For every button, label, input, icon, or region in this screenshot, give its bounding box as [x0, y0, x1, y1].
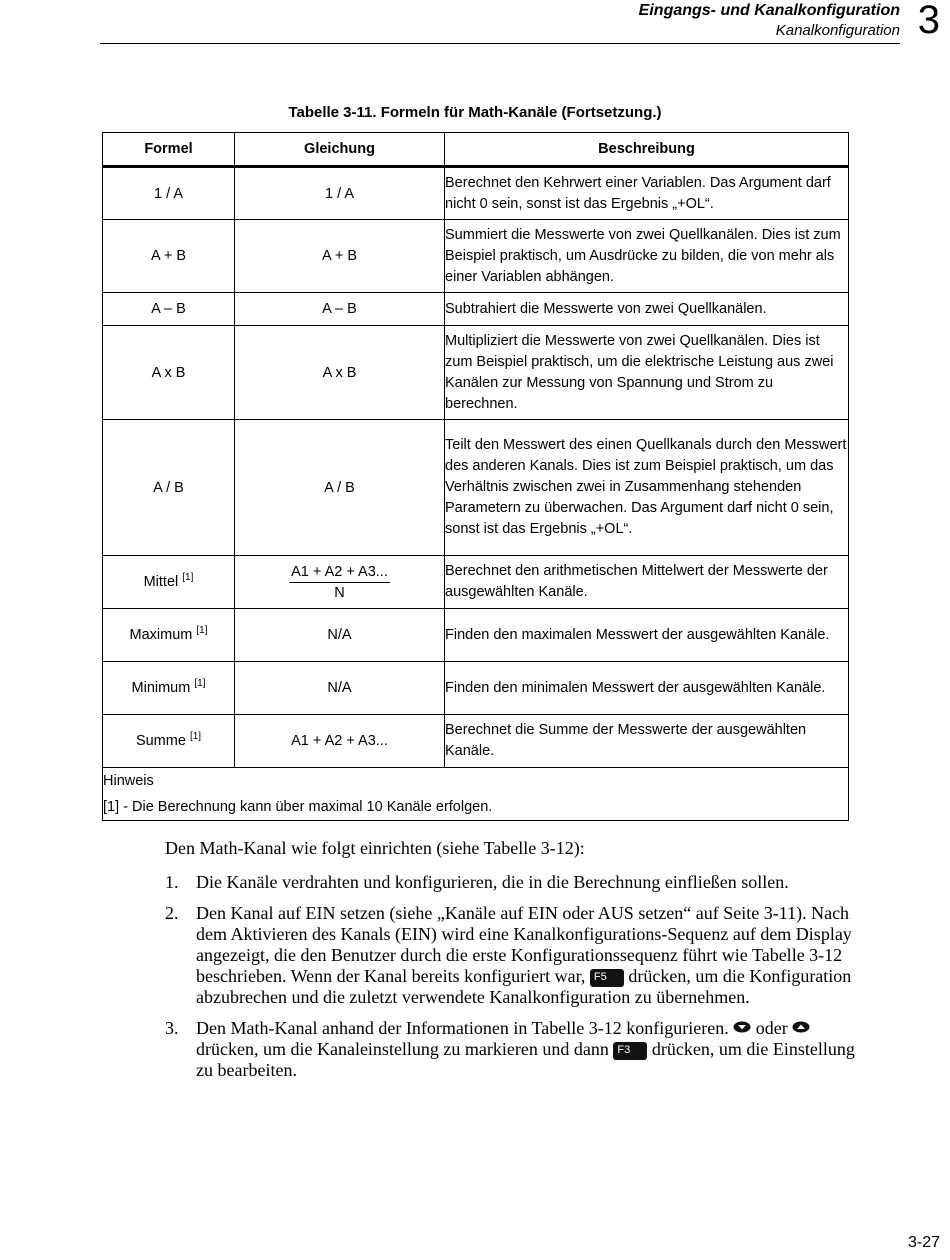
table-row: [103, 609, 849, 662]
list-item: [165, 1018, 855, 1081]
formel-cell: [103, 556, 235, 609]
steps-list: [165, 872, 855, 1091]
note-title: Hinweis: [103, 773, 154, 789]
table-row: [103, 715, 849, 768]
table-row: [103, 220, 849, 293]
formel-cell: A – B: [103, 293, 235, 326]
step-number: 1.: [165, 872, 179, 892]
section-title: Kanalkonfiguration: [775, 22, 900, 39]
beschreibung-cell: Finden den minimalen Messwert der ausgewählten Kanäle.: [445, 662, 849, 715]
formel-label: Mittel: [143, 574, 179, 590]
step-text: Den Math-Kanal anhand der Informationen in Tabelle 3-12 konfigurieren.: [196, 1018, 729, 1038]
chapter-number: 3: [917, 0, 940, 42]
formel-cell: [103, 662, 235, 715]
table-row: [103, 293, 849, 326]
gleichung-cell: N/A: [235, 662, 445, 715]
step-text: drücken, um die Einstellung zu bearbeiten.: [196, 1039, 855, 1080]
gleichung-cell: A1 + A2 + A3...: [235, 715, 445, 768]
formel-cell: A / B: [103, 420, 235, 556]
column-header-formel: Formel: [103, 133, 235, 167]
footnote-marker: [1]: [196, 625, 208, 637]
formel-cell: 1 / A: [103, 167, 235, 220]
column-header-gleichung: Gleichung: [235, 133, 445, 167]
fraction-denominator: N: [334, 584, 345, 601]
arrow-down-key-icon: [733, 1021, 751, 1033]
list-item: [165, 903, 855, 1008]
gleichung-cell: A + B: [235, 220, 445, 293]
step-text: Den Kanal auf EIN setzen (siehe „Kanäle auf EIN oder AUS setzen“ auf Seite 3-11). Nach dem Aktivieren des Kanals (EIN) wird eine Kanalkonfigurations-Sequenz auf dem Display angezeigt, die den Benutzer durch die erste Konfigurationssequenz führt wie Tabelle 3-12 beschrieben. Wenn der Kanal bereits konfiguriert war,: [196, 903, 852, 986]
table-row: [103, 556, 849, 609]
note-text: [1] - Die Berechnung kann über maximal 10 Kanäle erfolgen.: [103, 799, 493, 815]
beschreibung-cell: Berechnet den arithmetischen Mittelwert der Messwerte der ausgewählten Kanäle.: [445, 556, 849, 609]
formel-label: Minimum: [131, 680, 191, 696]
beschreibung-cell: Finden den maximalen Messwert der ausgewählten Kanäle.: [445, 609, 849, 662]
gleichung-cell: N/A: [235, 609, 445, 662]
step-number: 2.: [165, 903, 179, 923]
footnote-marker: [1]: [182, 572, 194, 584]
table-row: [103, 420, 849, 556]
beschreibung-cell: Subtrahiert die Messwerte von zwei Quellkanälen.: [445, 293, 849, 326]
gleichung-cell: A x B: [235, 326, 445, 420]
page-number: 3-27: [907, 1234, 940, 1251]
chapter-title: Eingangs- und Kanalkonfiguration: [638, 2, 900, 19]
fraction-numerator: A1 + A2 + A3...: [289, 562, 390, 583]
table-row: [103, 662, 849, 715]
formula-table: [102, 132, 849, 821]
f5-key-icon: F5: [590, 969, 624, 987]
step-text: drücken, um die Kanaleinstellung zu markieren und dann: [196, 1039, 609, 1059]
footnote-marker: [1]: [194, 678, 206, 690]
beschreibung-cell: Summiert die Messwerte von zwei Quellkanälen. Dies ist zum Beispiel praktisch, um Ausdrücke zu bilden, die von mehr als einer Variablen abhängen.: [445, 220, 849, 293]
gleichung-cell: A – B: [235, 293, 445, 326]
footnote-marker: [1]: [189, 731, 202, 743]
formel-label: Maximum: [129, 627, 193, 643]
column-header-beschreibung: Beschreibung: [445, 133, 849, 167]
formel-cell: A + B: [103, 220, 235, 293]
step-text: oder: [755, 1018, 788, 1038]
beschreibung-cell: Berechnet den Kehrwert einer Variablen. Das Argument darf nicht 0 sein, sonst ist das Ergebnis „+OL“.: [445, 167, 849, 220]
step-text: Die Kanäle verdrahten und konfigurieren, die in die Berechnung einfließen sollen.: [196, 872, 789, 892]
header-rule: [100, 43, 900, 44]
table-caption: Tabelle 3-11. Formeln für Math-Kanäle (Fortsetzung.): [288, 104, 662, 121]
fraction: [289, 562, 390, 603]
table-note: [103, 768, 849, 821]
formel-label: Summe: [135, 733, 186, 749]
beschreibung-cell: Multipliziert die Messwerte von zwei Quellkanälen. Dies ist zum Beispiel praktisch, um die elektrische Leistung aus zwei Kanälen zur Messung von Spannung und Strom zu berechnen.: [445, 326, 849, 420]
list-item: [165, 872, 855, 893]
gleichung-cell: 1 / A: [235, 167, 445, 220]
table-row: [103, 167, 849, 220]
table-note-row: [103, 768, 849, 821]
table-header-row: [103, 133, 849, 167]
beschreibung-cell: Berechnet die Summe der Messwerte der ausgewählten Kanäle.: [445, 715, 849, 768]
formel-cell: [103, 609, 235, 662]
arrow-up-key-icon: [792, 1021, 810, 1033]
f3-key-icon: F3: [613, 1042, 647, 1060]
gleichung-cell: [235, 556, 445, 609]
table-row: [103, 326, 849, 420]
step-text: drücken, um die Konfiguration abzubrechen und die zuletzt verwendete Kanalkonfiguration zu übernehmen.: [196, 966, 852, 1007]
gleichung-cell: A / B: [235, 420, 445, 556]
beschreibung-cell: Teilt den Messwert des einen Quellkanals durch den Messwert des anderen Kanals. Dies ist zum Beispiel praktisch, um das Verhältnis zwischen zwei in Zusammenhang stehenden Parametern zu überwachen. Das Argument darf nicht 0 sein, sonst ist das Ergebnis „+OL“.: [445, 420, 849, 556]
formel-cell: [103, 715, 235, 768]
intro-paragraph: Den Math-Kanal wie folgt einrichten (siehe Tabelle 3-12):: [165, 838, 585, 858]
formel-cell: A x B: [103, 326, 235, 420]
step-number: 3.: [165, 1018, 179, 1038]
